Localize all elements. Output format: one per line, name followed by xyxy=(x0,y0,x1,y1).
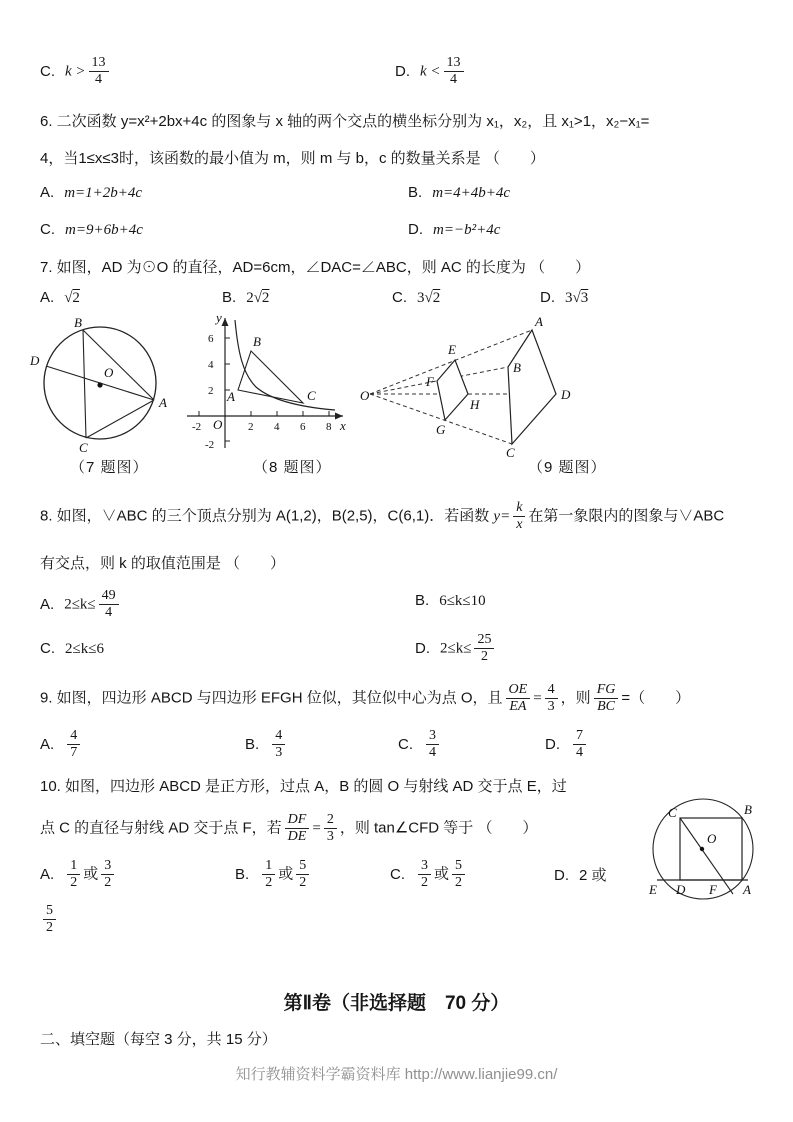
point-label-f: F xyxy=(709,882,717,897)
option-expr: 2≤k≤6 xyxy=(65,641,104,657)
figure-question-10 xyxy=(645,783,770,918)
option-expr: 2≤k≤ xyxy=(64,596,96,613)
option-label: C. xyxy=(392,289,407,306)
q7-option-a: A. √2 xyxy=(40,289,80,306)
or-text: 或 xyxy=(434,865,450,883)
question-10-line1: 10. 如图，四边形 ABCD 是正方形，过点 A，B 的圆 O 与射线 AD 交于点 E，过 xyxy=(40,778,567,795)
q9-option-c xyxy=(398,728,442,761)
point-label-c: C xyxy=(307,388,316,403)
radical-sign: √ xyxy=(64,290,73,306)
text-segment: 点 C 的直径与射线 AD 交于点 F，若 xyxy=(40,819,282,837)
option-label: B. xyxy=(235,865,250,883)
math-segment: y= xyxy=(493,508,511,525)
fraction-oe-ea: $\frac{OE}{EA}$ xyxy=(506,682,531,715)
fraction: $\frac{1}{2}$ xyxy=(67,858,80,891)
option-expr: m=1+2b+4c xyxy=(64,185,143,201)
option-label: D. xyxy=(395,62,410,80)
q7-option-d: D. 3√3 xyxy=(540,289,589,306)
fraction-4-3: $\frac{4}{3}$ xyxy=(545,682,558,715)
option-label: D. xyxy=(554,867,569,884)
option-label: A. xyxy=(40,184,55,201)
fraction: $\frac{49}{4}$ xyxy=(99,588,119,621)
text-segment: 8. 如图，∨ABC 的三个顶点分别为 A(1,2)，B(2,5)，C(6,1)．若函数 xyxy=(40,507,494,525)
point-label-b: B xyxy=(74,315,82,330)
radical-sign: √ xyxy=(572,290,581,306)
question-9-text xyxy=(40,682,690,715)
fraction-2-3: $\frac{2}{3}$ xyxy=(324,812,337,845)
q8-option-c xyxy=(40,640,104,658)
point-label-d: D xyxy=(561,387,571,402)
text-segment: ，则 xyxy=(560,689,591,707)
point-label-a: A xyxy=(535,314,543,329)
text-segment: ，则 tan∠CFD 等于 （ ） xyxy=(339,819,538,837)
point-label-b: B xyxy=(513,360,521,375)
option-label: B. xyxy=(415,592,430,609)
option-label: C. xyxy=(40,640,55,657)
figure-9-caption: （9 题图） xyxy=(528,459,607,476)
point-label-c: C xyxy=(506,445,515,460)
fraction-k-over-x: $\frac{k}{x}$ xyxy=(513,500,525,533)
q8-option-a xyxy=(40,588,122,621)
text-segment: 9. 如图，四边形 ABCD 与四边形 EFGH 位似，其位似中心为点 O，且 xyxy=(40,689,503,707)
figure-7-caption: （7 题图） xyxy=(70,459,149,476)
option-label: A. xyxy=(40,289,55,306)
option-expr: m=4+4b+4c xyxy=(432,185,511,201)
point-label-g: G xyxy=(436,422,446,437)
option-expr: 6≤k≤10 xyxy=(439,593,486,609)
point-label-c: C xyxy=(668,805,677,820)
q6-option-a xyxy=(40,184,142,202)
q10-option-c xyxy=(390,858,468,891)
x-tick-m2: -2 xyxy=(192,421,202,433)
point-label-c: C xyxy=(79,440,88,455)
point-label-d: D xyxy=(30,353,40,368)
option-label: D. xyxy=(415,639,430,657)
figure-8-caption: （8 题图） xyxy=(253,459,332,476)
point-label-e: E xyxy=(448,342,456,357)
x-tick-6: 6 xyxy=(300,421,306,433)
point-label-b: B xyxy=(744,802,752,817)
fraction-df-de: $\frac{DF}{DE}$ xyxy=(285,812,310,845)
or-text: 或 xyxy=(278,865,294,883)
option-label: C. xyxy=(40,221,55,238)
y-tick-m2: -2 xyxy=(205,439,215,451)
fraction: $\frac{4}{3}$ xyxy=(272,728,285,761)
footer-watermark: 知行教辅资料学霸资料库 http://www.lianjie99.cn/ xyxy=(235,1066,558,1083)
fraction: $\frac{7}{4}$ xyxy=(573,728,586,761)
or-text: 或 xyxy=(83,865,99,883)
x-tick-2: 2 xyxy=(248,421,254,433)
option-label: B. xyxy=(222,289,237,306)
figure-question-7 xyxy=(28,315,170,455)
option-expr: k > xyxy=(65,63,86,80)
fraction: $\frac{4}{7}$ xyxy=(67,728,80,761)
equals: = xyxy=(312,820,321,837)
fraction: $\frac{3}{4}$ xyxy=(426,728,439,761)
point-label-d: D xyxy=(676,882,686,897)
option-label: D. xyxy=(540,289,555,306)
option-label: C. xyxy=(398,735,413,753)
q10-option-a xyxy=(40,858,117,891)
section-2-title: 第Ⅱ卷（非选择题 70 分） xyxy=(283,993,510,1014)
question-8-line1 xyxy=(40,500,724,533)
x-tick-8: 8 xyxy=(326,421,332,433)
fraction: $\frac{25}{2}$ xyxy=(474,632,494,665)
q5-option-c xyxy=(40,55,112,88)
point-label-o: O xyxy=(707,831,717,846)
axis-label-x: x xyxy=(340,418,346,433)
y-tick-4: 4 xyxy=(208,359,214,371)
option-label: D. xyxy=(545,735,560,753)
q9-option-b xyxy=(245,728,288,761)
fraction: $\frac{13}{4}$ xyxy=(89,55,109,88)
q8-option-d xyxy=(415,632,497,665)
option-label: B. xyxy=(245,735,260,753)
point-label-a: A xyxy=(227,389,235,404)
fraction: $\frac{5}{2}$ xyxy=(296,858,309,891)
q10-option-b xyxy=(235,858,312,891)
option-label: C. xyxy=(40,62,55,80)
option-expr: m=−b²+4c xyxy=(433,222,501,238)
option-expr: m=9+6b+4c xyxy=(65,222,143,238)
option-label: B. xyxy=(408,184,423,201)
origin-label: O xyxy=(213,417,223,432)
figure-question-9 xyxy=(360,312,575,460)
option-label: A. xyxy=(40,865,55,883)
q6-option-b xyxy=(408,184,510,202)
point-label-o: O xyxy=(104,365,114,380)
fraction: $\frac{1}{2}$ xyxy=(262,858,275,891)
question-7-text: 7. 如图，AD 为⊙O 的直径，AD=6cm，∠DAC=∠ABC，则 AC 的长度为 （ ） xyxy=(40,259,591,276)
point-label-b: B xyxy=(253,334,261,349)
question-6-line1: 6. 二次函数 y=x²+2bx+4c 的图象与 x 轴的两个交点的横坐标分别为 x₁，x₂，且 x₁>1，x₂−x₁= xyxy=(40,113,650,130)
point-label-a: A xyxy=(159,395,167,410)
fraction: $\frac{3}{2}$ xyxy=(101,858,114,891)
point-label-f: F xyxy=(426,374,434,389)
option-label: D. xyxy=(408,221,423,238)
q10-option-d-continuation xyxy=(40,903,59,936)
y-tick-6: 6 xyxy=(208,333,214,345)
q10-option-d xyxy=(554,864,607,885)
point-label-a: A xyxy=(743,882,751,897)
text-segment: =（ ） xyxy=(621,689,691,707)
q9-option-d xyxy=(545,728,589,761)
fraction: $\frac{5}{2}$ xyxy=(43,903,56,936)
fraction: $\frac{5}{2}$ xyxy=(452,858,465,891)
option-expr: 2≤k≤ xyxy=(440,640,472,657)
y-tick-2: 2 xyxy=(208,385,214,397)
axis-label-y: y xyxy=(216,310,222,325)
fraction: $\frac{13}{4}$ xyxy=(444,55,464,88)
q7-option-c: C. 3√2 xyxy=(392,289,441,306)
q9-option-a xyxy=(40,728,83,761)
section-2-subtitle: 二、填空题（每空 3 分，共 15 分） xyxy=(40,1031,277,1048)
question-6-line2: 4，当1≤x≤3时，该函数的最小值为 m，则 m 与 b，c 的数量关系是 （ ） xyxy=(40,150,545,167)
option-label: C. xyxy=(390,865,405,883)
radical-sign: √ xyxy=(424,290,433,306)
option-expr: 2 或 xyxy=(579,867,607,884)
option-label: A. xyxy=(40,735,55,753)
equals: = xyxy=(533,690,542,707)
point-label-h: H xyxy=(470,397,480,412)
point-label-o: O xyxy=(360,388,370,403)
point-label-e: E xyxy=(649,882,657,897)
q6-option-c xyxy=(40,221,143,239)
q8-option-b xyxy=(415,592,486,610)
figure-question-8 xyxy=(183,308,353,456)
q6-option-d xyxy=(408,221,500,239)
question-10-line2 xyxy=(40,812,537,845)
question-8-line2: 有交点，则 k 的取值范围是 （ ） xyxy=(40,555,286,572)
option-label: A. xyxy=(40,595,55,613)
x-tick-4: 4 xyxy=(274,421,280,433)
fraction-fg-bc: $\frac{FG}{BC}$ xyxy=(594,682,619,715)
option-expr: k < xyxy=(420,63,441,80)
q7-option-b: B. 2√2 xyxy=(222,289,270,306)
text-segment: 在第一象限内的图象与∨ABC xyxy=(528,507,725,525)
fraction: $\frac{3}{2}$ xyxy=(418,858,431,891)
radical-sign: √ xyxy=(253,290,262,306)
q5-option-d xyxy=(395,55,467,88)
